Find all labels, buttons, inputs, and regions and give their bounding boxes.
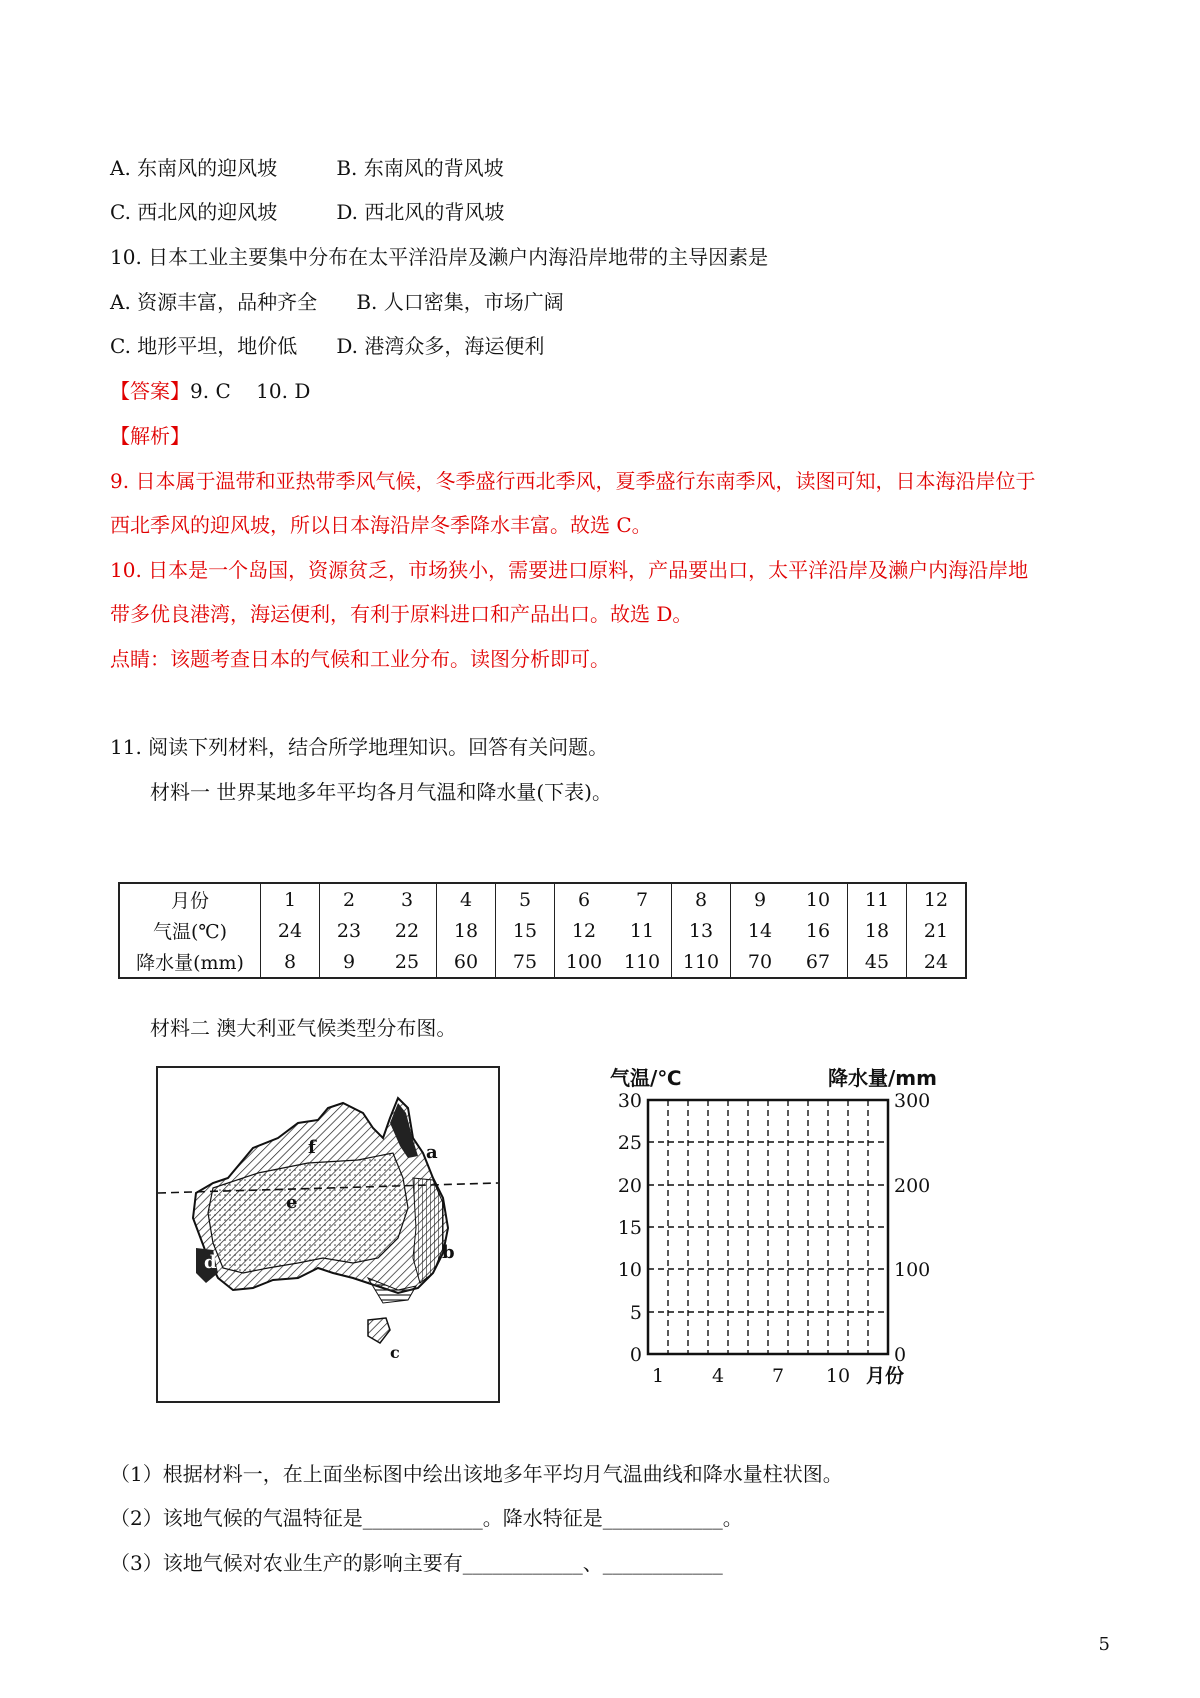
australia-map-figure <box>158 1068 498 1401</box>
x-tick: 7 <box>771 1365 785 1387</box>
analysis-tip: 点睛：该题考查日本的气候和工业分布。读图分析即可。 <box>110 647 610 671</box>
precip-cell: 8 <box>261 946 320 978</box>
q9-option-a: A. 东南风的迎风坡 <box>110 156 278 180</box>
q9-option-b: B. 东南风的背风坡 <box>336 156 504 180</box>
left-tick: 15 <box>617 1217 642 1239</box>
month-cell: 1 <box>261 883 320 915</box>
right-tick: 100 <box>894 1259 931 1281</box>
table-row-months <box>119 883 966 915</box>
temp-cell: 18 <box>437 915 496 946</box>
q9-options-row1 <box>110 154 504 182</box>
temp-cell: 13 <box>672 915 731 946</box>
table-row-precipitation <box>119 946 966 978</box>
row-label-precipitation: 降水量(mm) <box>136 952 244 974</box>
map-label-c: c <box>390 1343 400 1362</box>
precip-cell: 24 <box>907 946 967 978</box>
x-tick: 1 <box>651 1365 665 1387</box>
q10-option-d: D. 港湾众多，海运便利 <box>336 334 545 358</box>
analysis-10-line1: 10. 日本是一个岛国，资源贫乏，市场狭小，需要进口原料，产品要出口，太平洋沿岸及濑户内海沿岸地 <box>110 558 1029 582</box>
right-tick: 0 <box>894 1344 907 1366</box>
answer-text: 9. C 10. D <box>190 379 311 403</box>
q11-sub3: （3）该地气候对农业生产的影响主要有____________、____________ <box>110 1551 723 1575</box>
map-label-a: a <box>426 1142 438 1163</box>
temp-cell: 12 <box>555 915 614 946</box>
map-label-f: f <box>308 1137 316 1158</box>
map-label-b: b <box>442 1242 455 1263</box>
row-label-temperature: 气温(℃) <box>152 921 228 943</box>
climate-table <box>118 882 967 979</box>
right-axis-title: 降水量/mm <box>828 1066 937 1090</box>
page-number: 5 <box>1098 1634 1110 1655</box>
precip-cell: 110 <box>623 950 661 973</box>
month-cell: 12 <box>907 883 967 915</box>
month-cell: 8 <box>672 883 731 915</box>
analysis-9-line2: 西北季风的迎风坡，所以日本海沿岸冬季降水丰富。故选 C。 <box>110 513 652 537</box>
temp-cell: 18 <box>848 915 907 946</box>
q9-option-c: C. 西北风的迎风坡 <box>110 200 278 224</box>
month-cell: 10 <box>805 888 831 911</box>
row-label-month: 月份 <box>170 890 209 912</box>
left-tick: 25 <box>617 1132 642 1154</box>
x-tick: 10 <box>825 1365 851 1387</box>
q10-stem: 10. 日本工业主要集中分布在太平洋沿岸及濑户内海沿岸地带的主导因素是 <box>110 245 769 269</box>
temp-cell: 24 <box>261 915 320 946</box>
q10-options-row1 <box>110 288 564 316</box>
q11-stem: 11. 阅读下列材料，结合所学地理知识。回答有关问题。 <box>110 735 609 759</box>
australia-climate-map <box>156 1066 500 1403</box>
precip-cell: 67 <box>805 950 831 973</box>
answer-label: 【答案】 <box>110 379 190 403</box>
q10-option-c: C. 地形平坦，地价低 <box>110 334 298 358</box>
q11-sub1: （1）根据材料一，在上面坐标图中绘出该地多年平均月气温曲线和降水量柱状图。 <box>110 1462 843 1486</box>
east-coast-zone <box>413 1178 443 1283</box>
month-cell: 2 <box>320 883 379 915</box>
month-cell: 11 <box>848 883 907 915</box>
left-tick: 30 <box>617 1090 642 1112</box>
temp-cell: 14 <box>731 915 790 946</box>
month-cell: 5 <box>496 883 555 915</box>
temp-cell: 22 <box>394 919 420 942</box>
left-tick: 5 <box>629 1302 642 1324</box>
month-cell: 7 <box>635 888 649 911</box>
month-cell: 4 <box>437 883 496 915</box>
map-label-e: e <box>286 1192 298 1213</box>
right-tick: 200 <box>894 1175 931 1197</box>
q10-options-row2 <box>110 332 544 360</box>
answer-line <box>110 377 310 405</box>
left-tick: 10 <box>617 1259 642 1281</box>
temp-cell: 15 <box>496 915 555 946</box>
left-axis-title: 气温/℃ <box>610 1066 682 1090</box>
precip-cell: 9 <box>320 946 379 978</box>
left-tick: 20 <box>617 1175 642 1197</box>
q10-option-a: A. 资源丰富，品种齐全 <box>110 290 318 314</box>
temp-cell: 16 <box>805 919 831 942</box>
table-row-temperature <box>119 915 966 946</box>
climate-chart-grid <box>610 1060 970 1410</box>
analysis-label: 【解析】 <box>110 424 190 448</box>
grid-lines <box>648 1100 888 1354</box>
x-tick: 4 <box>711 1365 725 1387</box>
precip-cell: 60 <box>437 946 496 978</box>
month-cell: 9 <box>731 883 790 915</box>
analysis-9-line1: 9. 日本属于温带和亚热带季风气候，冬季盛行西北季风，夏季盛行东南季风，读图可知，日本海沿岸位于 <box>110 469 1036 493</box>
month-cell: 3 <box>400 888 414 911</box>
temp-cell: 23 <box>320 915 379 946</box>
q9-option-d: D. 西北风的背风坡 <box>336 200 505 224</box>
x-axis-unit: 月份 <box>865 1365 905 1387</box>
climate-chart <box>610 1060 970 1410</box>
precip-cell: 110 <box>672 946 731 978</box>
q9-options-row2 <box>110 198 504 226</box>
q11-material1: 材料一 世界某地多年平均各月气温和降水量(下表)。 <box>150 780 612 804</box>
q11-sub2: （2）该地气候的气温特征是____________。降水特征是____________。 <box>110 1506 743 1530</box>
temp-cell: 21 <box>907 915 967 946</box>
month-cell: 6 <box>555 883 614 915</box>
q10-option-b: B. 人口密集，市场广阔 <box>356 290 564 314</box>
analysis-10-line2: 带多优良港湾，海运便利，有利于原料进口和产品出口。故选 D。 <box>110 602 693 626</box>
precip-cell: 70 <box>731 946 790 978</box>
tasmania <box>368 1318 390 1343</box>
left-tick: 0 <box>629 1344 642 1366</box>
precip-cell: 45 <box>848 946 907 978</box>
temp-cell: 11 <box>629 919 655 942</box>
map-label-d: d <box>204 1252 217 1273</box>
precip-cell: 25 <box>394 950 420 973</box>
right-tick: 300 <box>894 1090 931 1112</box>
precip-cell: 100 <box>555 946 614 978</box>
precip-cell: 75 <box>496 946 555 978</box>
q11-material2: 材料二 澳大利亚气候类型分布图。 <box>150 1016 457 1040</box>
